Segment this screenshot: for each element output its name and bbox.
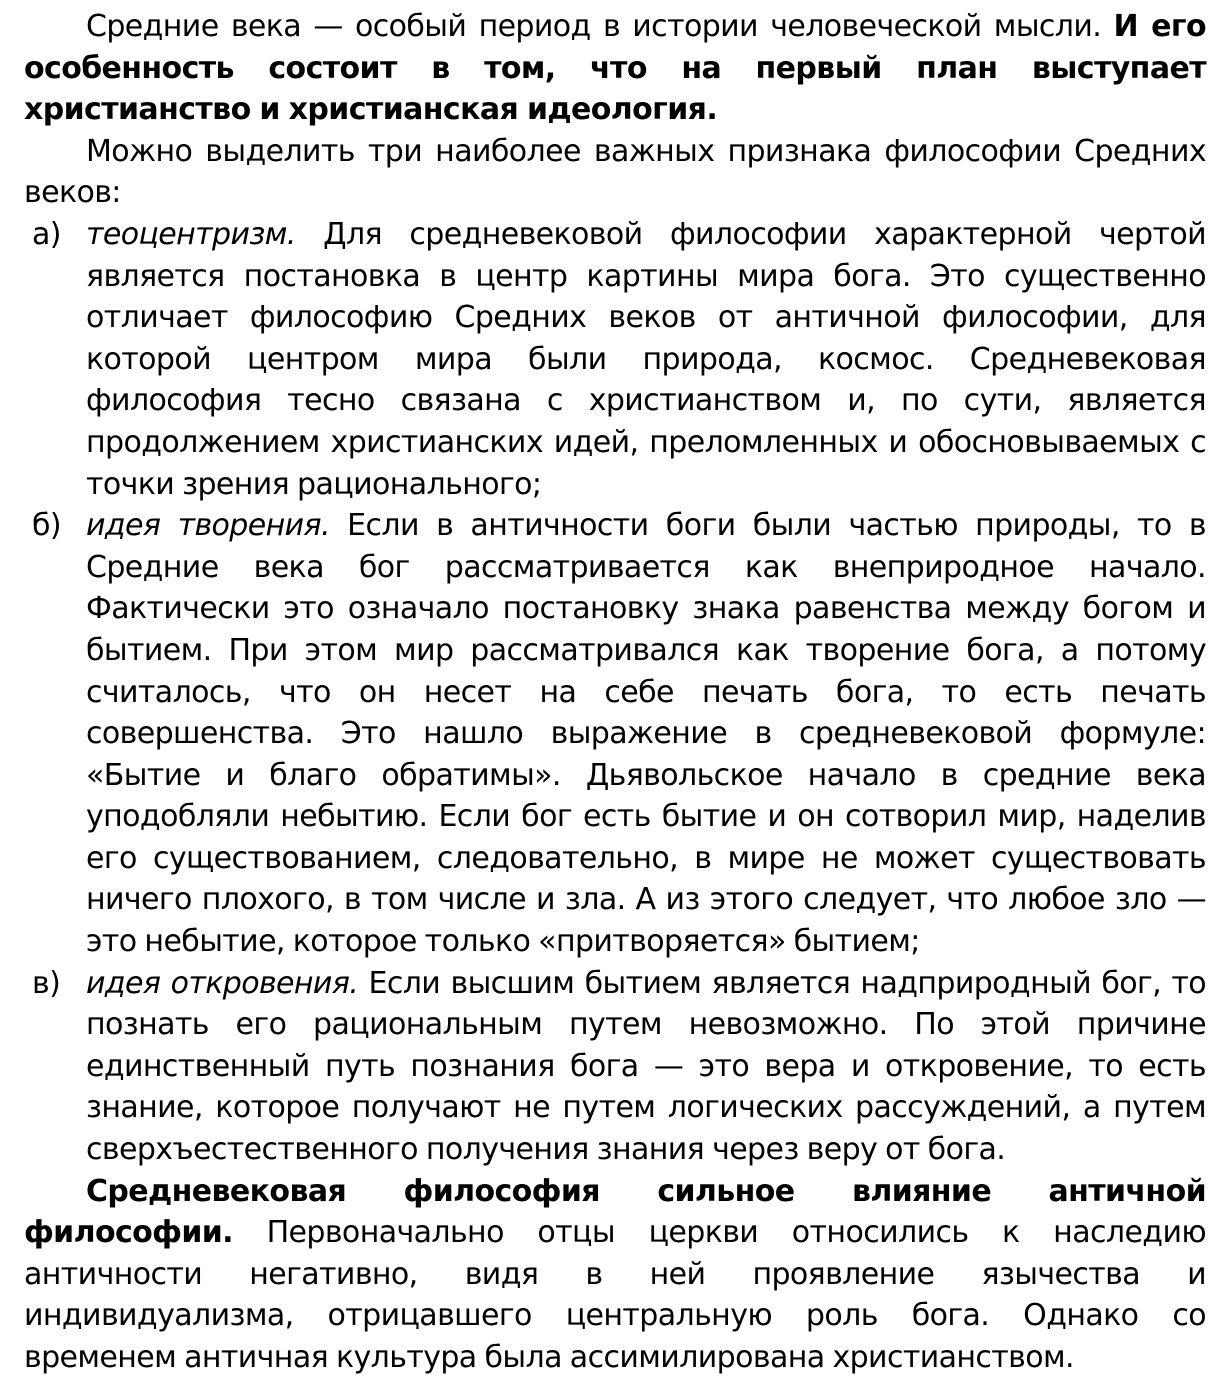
intro-sentence: Средние века — особый период в истории человеческой мысли.: [86, 9, 1102, 44]
closing-text: Первоначально отцы церкви относились к наследию античности негативно, видя в ней проявление язычества и индивидуализма, отрицавшего центральную роль бога. Однако со временем античная культура была ассимилирована христианством.: [24, 1215, 1206, 1375]
feature-item-theocentrism: [24, 214, 1206, 505]
closing-paragraph: [24, 1171, 1206, 1379]
feature-term: идея творения.: [86, 508, 330, 544]
feature-text: Если в античности боги были частью природы, то в Средние века бог рассматривается как внеприродное начало. Фактически это означало постановку знака равенства между богом и бытием. При этом мир рассматривался как творение бога, а потому считалось, что он несет на себе печать бога, то есть печать совершенства. Это нашло выражение в средневековой формуле: «Бытие и благо обратимы». Дьявольское начало в средние века уподобляли небытию. Если бог есть бытие и он сотворил мир, наделив его существованием, следовательно, в мире не может существовать ничего плохого, в том числе и зла. А из этого следует, что любое зло — это небытие, которое только «притворяется» бытием;: [86, 508, 1207, 960]
closing-bold-sentence: Средневековая философия сильное влияние античной философии.: [24, 1173, 1206, 1251]
feature-marker: в): [32, 965, 61, 1001]
feature-text: Для средневековой философии характерной чертой является постановка в центр картины мира бога. Это существенно отличает философию Средних веков от античной философии, для которой центром мира были природа, космос. Средневековая философия тесно связана с христианством и, по сути, является продолжением христианских идей, преломленных и обосновываемых с точки зрения рационального;: [86, 216, 1206, 502]
feature-item-revelation: [24, 963, 1206, 1171]
feature-marker: а): [32, 216, 61, 252]
intro-paragraph: [24, 6, 1206, 131]
feature-term: идея откровения.: [86, 965, 359, 1001]
feature-text: Если высшим бытием является надприродный бог, то познать его рациональным путем невозможно. По этой причине единственный путь познания бога — это вера и откровение, то есть знание, которое получают не путем логических рассуждений, а путем сверхъестественного получения знания через веру от бога.: [86, 965, 1207, 1168]
feature-item-creation: [24, 505, 1206, 963]
features-intro-paragraph: Можно выделить три наиболее важных признака философии Средних веков:: [24, 133, 1206, 211]
feature-marker: б): [32, 508, 62, 544]
feature-term: теоцентризм.: [86, 216, 296, 252]
intro-bold-sentence: И его особенность состоит в том, что на первый план выступает христианство и христианская идеология.: [24, 9, 1206, 128]
